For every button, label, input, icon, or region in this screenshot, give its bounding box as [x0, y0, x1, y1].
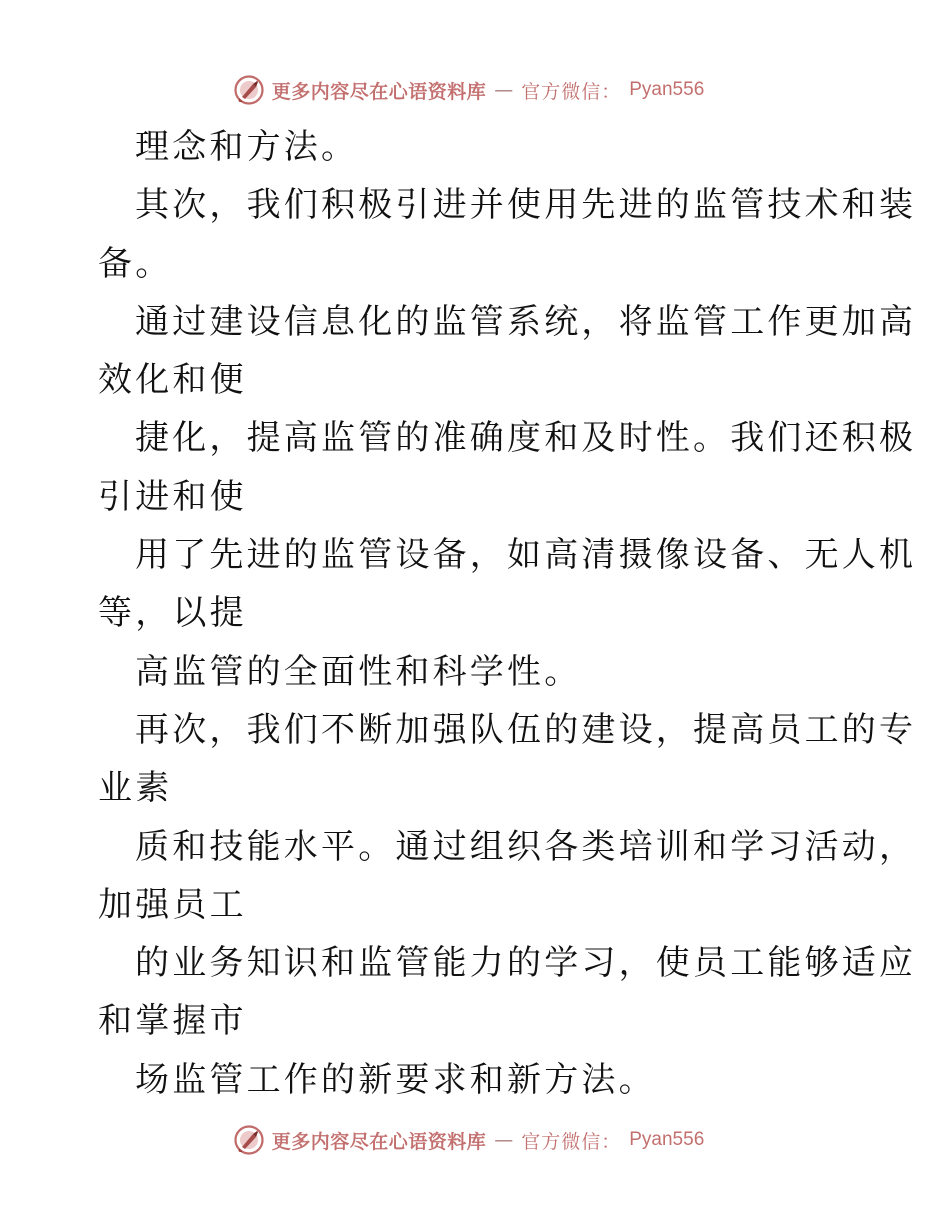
text-line: 效化和便 — [98, 360, 247, 401]
text-line: 加强员工 — [98, 884, 247, 925]
text-line: 和掌握市 — [98, 1001, 247, 1042]
banner-title: 更多内容尽在心语资料库 — [271, 80, 487, 103]
text-line: 引进和使 — [98, 476, 247, 517]
banner-title: 更多内容尽在心语资料库 — [271, 1130, 487, 1153]
text-line: 高监管的全面性和科学性。 — [135, 651, 582, 692]
text-line: 备。 — [98, 243, 173, 284]
banner-wechat-id: Pyan556 — [629, 1129, 705, 1150]
banner-dash: — — [494, 1129, 514, 1151]
text-line: 等，以提 — [98, 593, 247, 634]
banner-content — [234, 75, 705, 105]
text-line: 再次，我们不断加强队伍的建设，提高员工的专 — [135, 709, 917, 750]
text-line: 场监管工作的新要求和新方法。 — [135, 1059, 656, 1100]
document-body — [98, 118, 917, 1109]
pen-nib-logo-icon — [234, 1125, 264, 1155]
text-line: 理念和方法。 — [135, 127, 359, 167]
text-line: 的业务知识和监管能力的学习，使员工能够适应 — [135, 943, 917, 984]
text-line: 其次，我们积极引进并使用先进的监管技术和装 — [135, 185, 917, 226]
banner-wechat-label: 官方微信： — [521, 1130, 622, 1153]
header-banner[interactable] — [0, 70, 950, 110]
text-line: 通过建设信息化的监管系统，将监管工作更加高 — [135, 301, 917, 342]
text-line: 捷化，提高监管的准确度和及时性。我们还积极 — [135, 418, 917, 459]
footer-banner[interactable] — [0, 1120, 950, 1160]
banner-dash: — — [494, 79, 514, 101]
banner-content — [234, 1125, 705, 1155]
text-line: 用了先进的监管设备，如高清摄像设备、无人机 — [135, 535, 917, 576]
banner-wechat-label: 官方微信： — [521, 80, 622, 103]
text-line: 质和技能水平。通过组织各类培训和学习活动， — [135, 826, 917, 867]
banner-wechat-id: Pyan556 — [629, 79, 705, 100]
pen-nib-logo-icon — [234, 75, 264, 105]
text-line: 业素 — [98, 768, 173, 809]
